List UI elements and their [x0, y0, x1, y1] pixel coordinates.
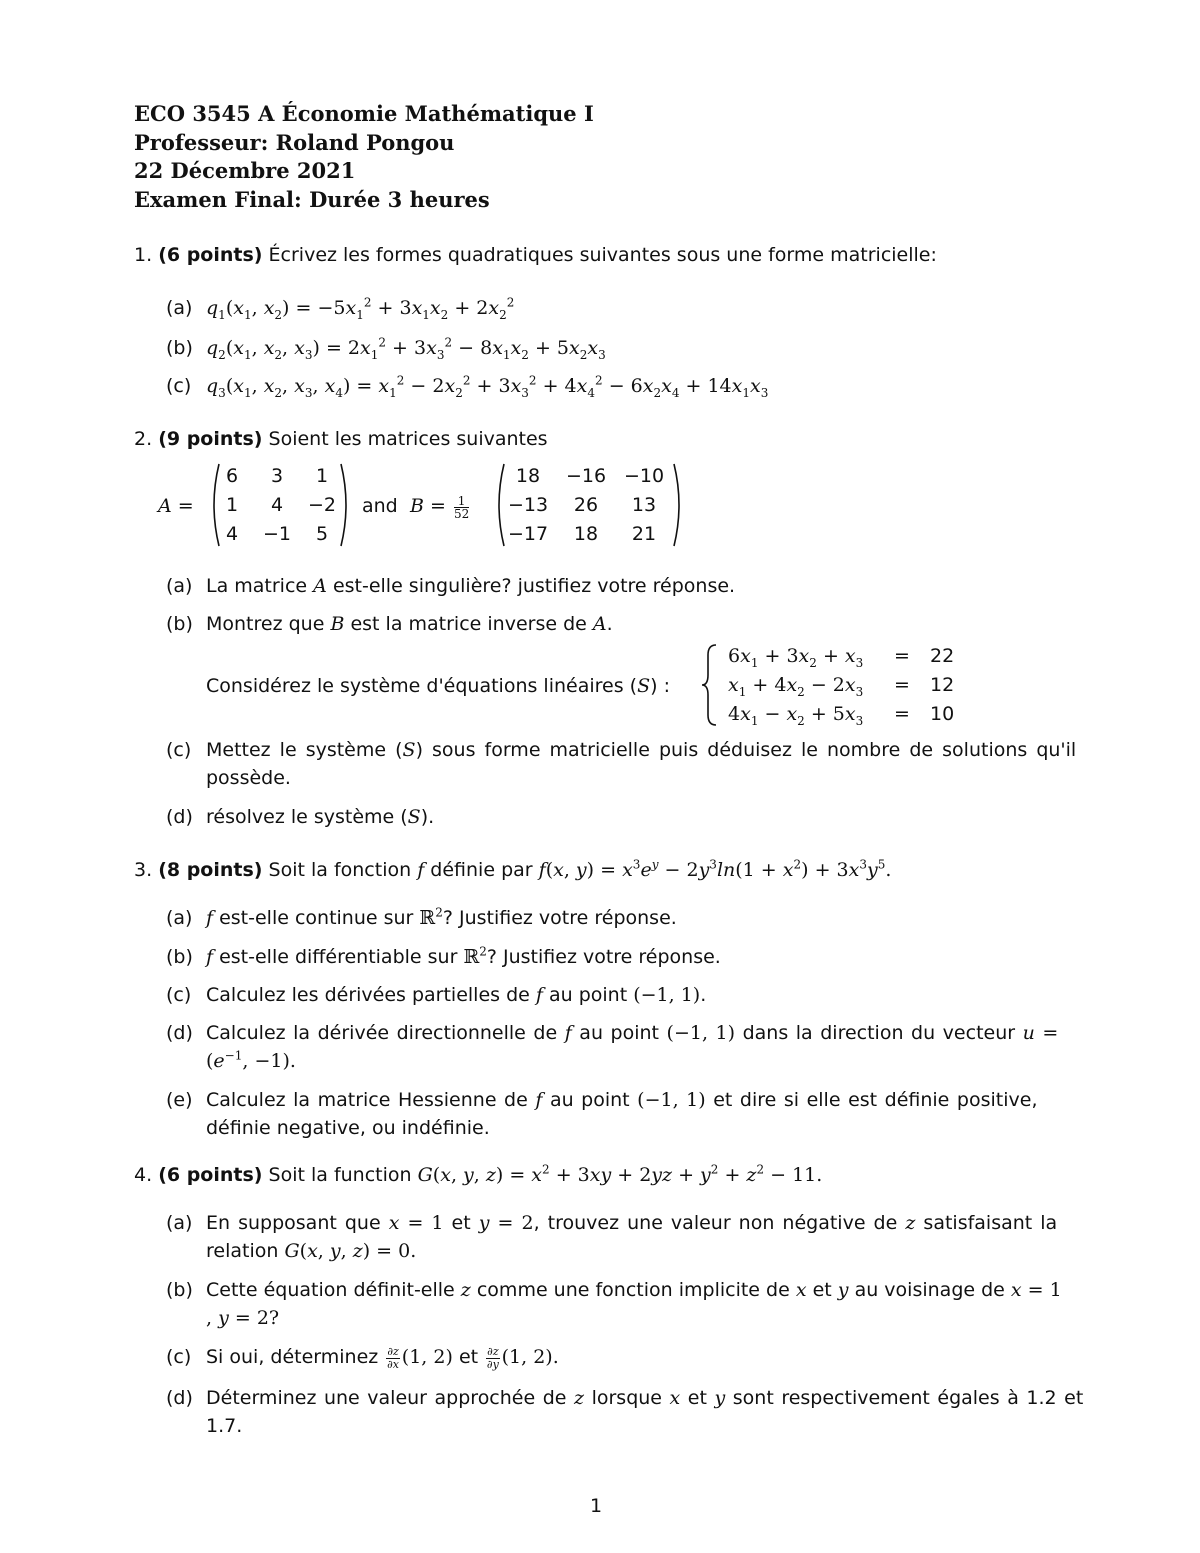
- q3-item-d-vector: ($e^{-1}$, −1).: [206, 1048, 296, 1072]
- course-title: ECO 3545 A Économie Mathématique I: [134, 101, 594, 126]
- q4-item-a-label: (a): [166, 1212, 193, 1234]
- page-number: 1: [590, 1495, 603, 1517]
- q1-item-a-label: (a): [166, 297, 193, 319]
- q3-item-d-text: Calculez la dérivée directionnelle de f au point (−1, 1) dans la direction du vecteur u =: [206, 1022, 1059, 1044]
- system-equals: =: [894, 703, 910, 725]
- q4-item-b-label: (b): [166, 1279, 193, 1301]
- system-rhs: 10: [930, 703, 955, 725]
- matrix-b-cell: −13: [507, 494, 549, 516]
- exam-header: [134, 100, 594, 214]
- matrix-a-symbol: A =: [158, 495, 194, 517]
- system-brace: [700, 643, 720, 727]
- matrix-a-cell: −2: [307, 494, 336, 516]
- q4-item-d-text-cont: 1.7.: [206, 1415, 243, 1437]
- exam-title: Examen Final: Durée 3 heures: [134, 186, 490, 212]
- q4-item-a-text-cont: relation G(x, y, z) = 0.: [206, 1240, 417, 1262]
- and-word: and: [362, 495, 398, 517]
- matrix-b-cell: 21: [631, 523, 657, 545]
- q3-item-d-label: (d): [166, 1022, 193, 1044]
- q1-item-a-formula: $q_1(x_1$, $x_2) = -5x_1^2 + 3x_1x_2 + 2x_2^2$: [206, 295, 515, 322]
- q4-item-c-label: (c): [166, 1346, 192, 1368]
- exam-date: 22 Décembre 2021: [134, 158, 356, 183]
- q2-item-b-label: (b): [166, 613, 193, 635]
- matrix-b-cell: −10: [623, 465, 665, 487]
- system-eq-2: $x_1 + 4x_2 - 2x_3$: [728, 674, 864, 699]
- matrix-b-cell: −16: [565, 465, 607, 487]
- matrix-a-cell: 1: [225, 494, 239, 516]
- q3-item-a-label: (a): [166, 907, 193, 929]
- matrix-a-cell: 4: [225, 523, 239, 545]
- q4-item-b-text-cont: , y = 2?: [206, 1307, 280, 1329]
- q2-item-c-text-cont: possède.: [206, 767, 291, 789]
- q1-item-c-formula: $q_3(x_1$, $x_2$, $x_3$, $x_4) = x_1^2 - 2x_2^2 + 3x_3^2 + 4x_4^2 - 6x_2x_4 + 14x_1x_3$: [206, 373, 769, 400]
- question-2: 2. (9 points) Soient les matrices suivantes: [134, 428, 548, 450]
- q2-item-c-label: (c): [166, 739, 192, 761]
- system-rhs: 22: [930, 645, 955, 667]
- matrix-b-cell: 13: [631, 494, 657, 516]
- q2-item-d-text: résolvez le système (S).: [206, 806, 435, 828]
- system-intro: Considérez le système d'équations linéaires (S) :: [206, 675, 670, 697]
- q1-item-b-label: (b): [166, 337, 193, 359]
- q2-item-c-text: Mettez le système (S) sous forme matricielle puis déduisez le nombre de solutions qu'il: [206, 739, 1077, 761]
- matrix-a-cell: 1: [315, 465, 329, 487]
- professor: Professeur: Roland Pongou: [134, 129, 455, 155]
- system-equals: =: [894, 674, 910, 696]
- matrix-a-cell: 6: [225, 465, 239, 487]
- q3-item-c-label: (c): [166, 984, 192, 1006]
- q2-item-a-label: (a): [166, 575, 193, 597]
- q1-item-c-label: (c): [166, 375, 192, 397]
- system-eq-3: $4x_1 - x_2 + 5x_3$: [728, 703, 864, 728]
- q2-item-a-text: La matrice A est-elle singulière? justifiez votre réponse.: [206, 575, 736, 597]
- q4-item-d-text: Déterminez une valeur approchée de z lorsque x et y sont respectivement égales à 1.2 et: [206, 1387, 1084, 1409]
- q2-item-b-text: Montrez que B est la matrice inverse de A.: [206, 613, 613, 635]
- matrix-a-cell: −1: [262, 523, 291, 545]
- q3-item-b-label: (b): [166, 946, 193, 968]
- matrix-b-cell: 18: [573, 523, 599, 545]
- matrix-b-cell: −17: [507, 523, 549, 545]
- q2-item-d-label: (d): [166, 806, 193, 828]
- matrix-b-cell: 26: [573, 494, 599, 516]
- matrix-a-cell: 5: [315, 523, 329, 545]
- q1-item-b-formula: $q_2(x_1$, $x_2$, $x_3) = 2x_1^2 + 3x_3^2 - 8x_1x_2 + 5x_2x_3$: [206, 335, 606, 362]
- matrix-b-symbol: B = $\frac{1}{52}$: [410, 493, 470, 521]
- q4-item-b-text: Cette équation définit-elle z comme une fonction implicite de x et y au voisinage de x = 1: [206, 1279, 1062, 1301]
- system-eq-1: $6x_1 + 3x_2 + x_3$: [728, 645, 864, 670]
- q4-item-a-text: En supposant que x = 1 et y = 2, trouvez une valeur non négative de z satisfaisant la: [206, 1212, 1058, 1234]
- q3-item-e-text-cont: définie negative, ou indéfinie.: [206, 1117, 490, 1139]
- matrix-b: [502, 464, 682, 548]
- question-4: 4. (6 points) Soit la function G(x, y, $z) = x^2 + 3xy + 2yz + y^2 + z^2 - 11$.: [134, 1162, 823, 1186]
- matrix-a: [212, 464, 352, 548]
- q4-item-d-label: (d): [166, 1387, 193, 1409]
- q4-item-c-text: Si oui, déterminez $\frac{\partial z}{\partial x}$ (1, 2) et $\frac{\partial z}{\partial y}$ (1, 2).: [206, 1344, 559, 1371]
- matrix-a-right-paren: [339, 462, 353, 548]
- matrix-a-cell: 3: [270, 465, 284, 487]
- q3-item-c-text: Calculez les dérivées partielles de f au point (−1, 1).: [206, 984, 707, 1006]
- matrix-a-cell: 4: [270, 494, 284, 516]
- q3-item-a-text: f est-elle continue sur ℝ$^2$? Justifiez votre réponse.: [206, 905, 677, 929]
- matrix-b-right-paren: [672, 462, 686, 548]
- q3-item-e-text: Calculez la matrice Hessienne de f au point (−1, 1) et dire si elle est définie positive,: [206, 1089, 1038, 1111]
- q3-item-b-text: f est-elle différentiable sur ℝ$^2$? Justifiez votre réponse.: [206, 944, 721, 968]
- question-3: 3. (8 points) Soit la fonction f définie par f(x, $y) = x^3e^y - 2y^3\ln(1 + x^2) + 3x^3y^5$.: [134, 857, 892, 881]
- question-1: 1. (6 points) Écrivez les formes quadratiques suivantes sous une forme matricielle:: [134, 244, 937, 266]
- system-rhs: 12: [930, 674, 955, 696]
- system-equals: =: [894, 645, 910, 667]
- q3-item-e-label: (e): [166, 1089, 193, 1111]
- matrix-b-cell: 18: [515, 465, 541, 487]
